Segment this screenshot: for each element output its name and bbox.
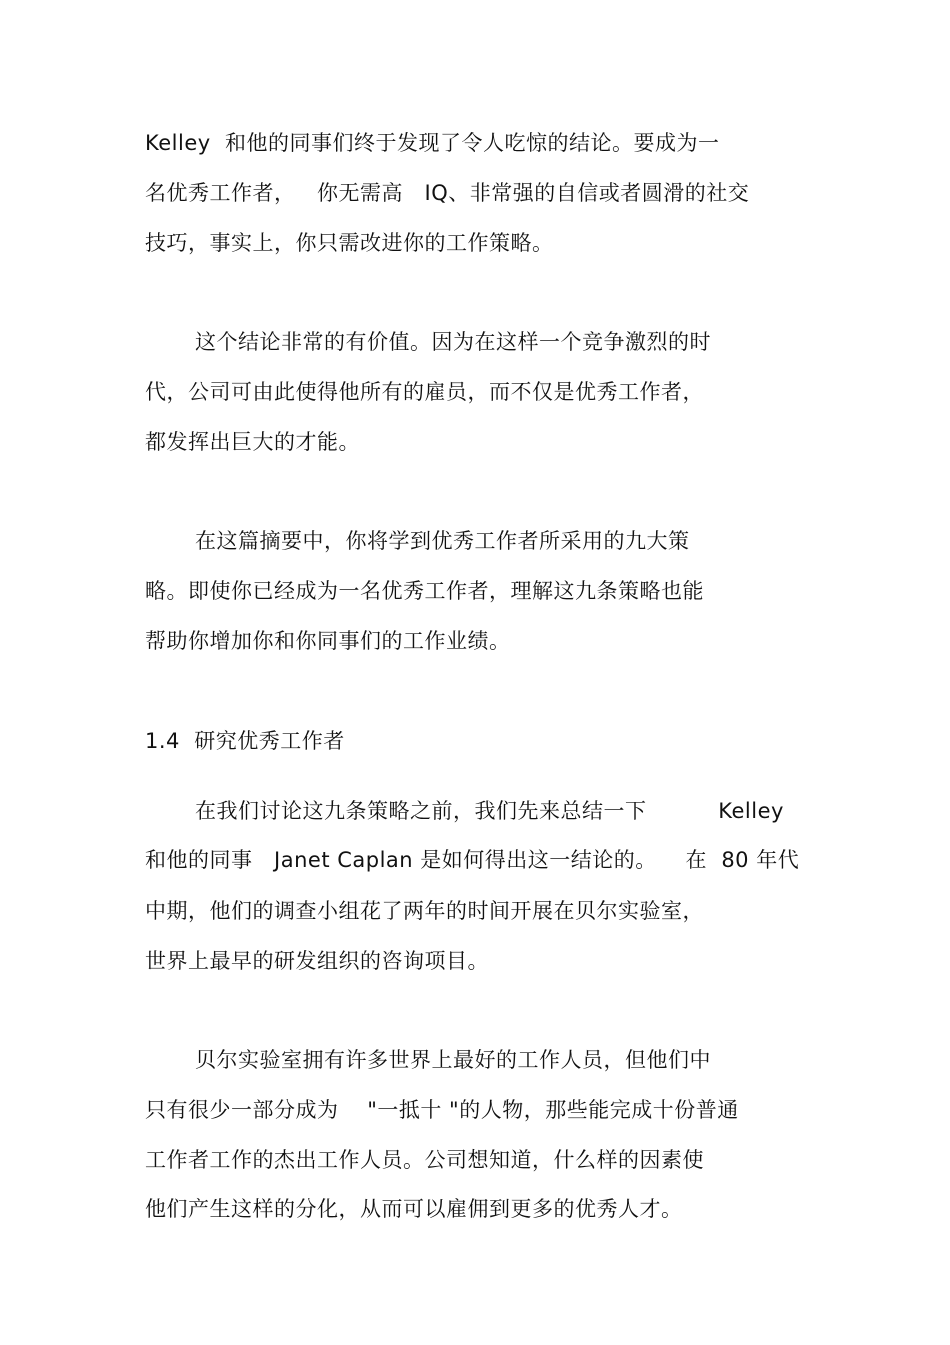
paragraph-4-line-1: 在我们讨论这九条策略之前，我们先来总结一下 Kelley xyxy=(195,799,784,823)
paragraph-3-line-2: 略。即使你已经成为一名优秀工作者，理解这九条策略也能 xyxy=(145,579,704,603)
paragraph-2-line-1: 这个结论非常的有价值。因为在这样一个竞争激烈的时 xyxy=(195,330,711,354)
paragraph-1-line-1: Kelley 和他的同事们终于发现了令人吃惊的结论。要成为一 xyxy=(145,131,720,155)
section-heading: 1.4 研究优秀工作者 xyxy=(145,729,345,753)
paragraph-4-line-2: 和他的同事 Janet Caplan 是如何得出这一结论的。 在 80 年代 xyxy=(145,848,800,872)
paragraph-5-line-1: 贝尔实验室拥有许多世界上最好的工作人员，但他们中 xyxy=(195,1048,711,1072)
paragraph-5-line-3: 工作者工作的杰出工作人员。公司想知道，什么样的因素使 xyxy=(145,1148,704,1172)
paragraph-5-line-2: 只有很少一部分成为 "一抵十 "的人物，那些能完成十份普通 xyxy=(145,1098,739,1122)
paragraph-4-line-4: 世界上最早的研发组织的咨询项目。 xyxy=(145,949,489,973)
paragraph-4-line-3: 中期，他们的调查小组花了两年的时间开展在贝尔实验室， xyxy=(145,899,704,923)
paragraph-2-line-2: 代，公司可由此使得他所有的雇员，而不仅是优秀工作者， xyxy=(145,380,704,404)
paragraph-3-line-1: 在这篇摘要中，你将学到优秀工作者所采用的九大策 xyxy=(195,529,690,553)
paragraph-1-line-3: 技巧，事实上，你只需改进你的工作策略。 xyxy=(145,231,554,255)
paragraph-1-line-2: 名优秀工作者， 你无需高 IQ、非常强的自信或者圆滑的社交 xyxy=(145,181,750,205)
paragraph-5-line-4: 他们产生这样的分化，从而可以雇佣到更多的优秀人才。 xyxy=(145,1197,683,1221)
paragraph-3-line-3: 帮助你增加你和你同事们的工作业绩。 xyxy=(145,629,511,653)
paragraph-2-line-3: 都发挥出巨大的才能。 xyxy=(145,430,360,454)
